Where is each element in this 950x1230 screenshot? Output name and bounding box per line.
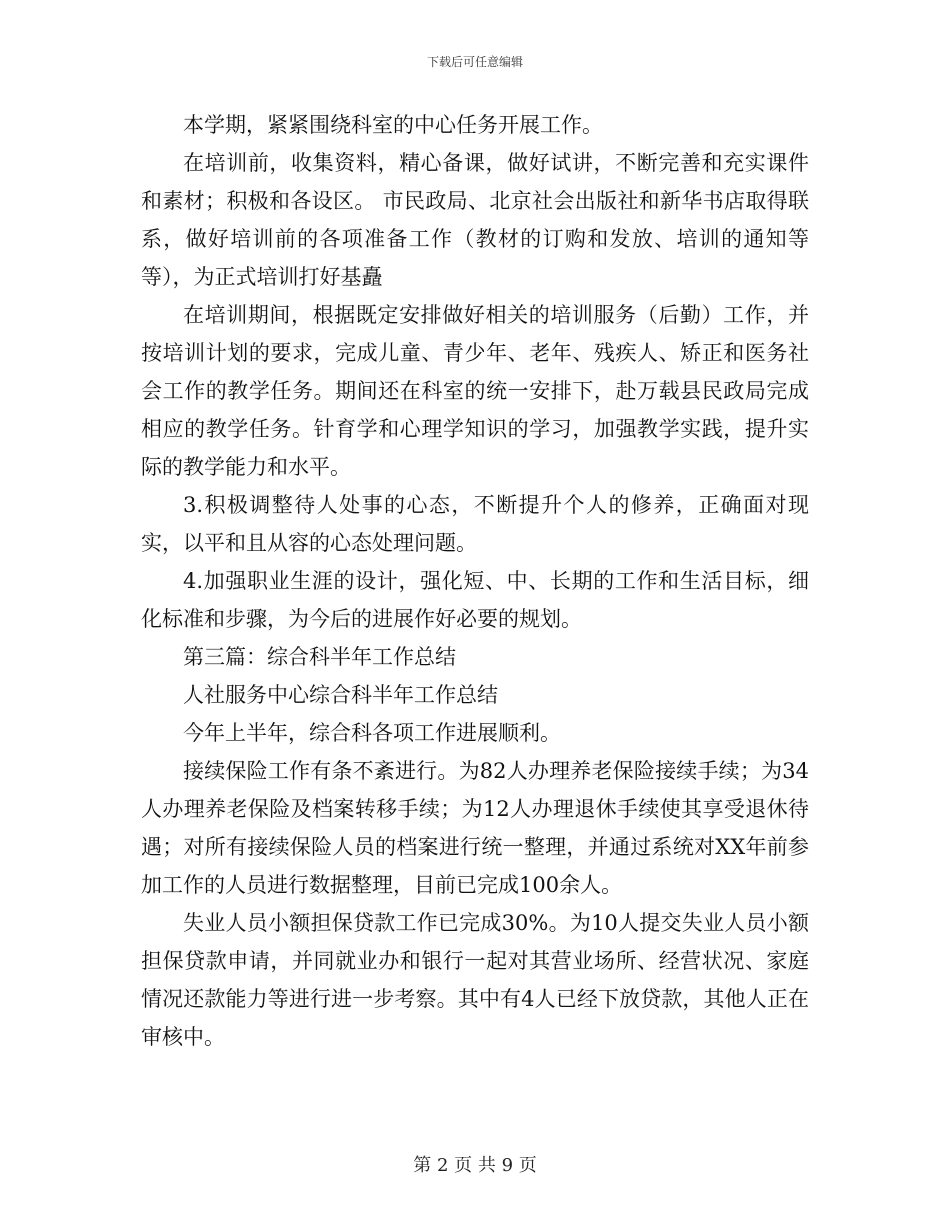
page-header: 下载后可任意编辑 — [426, 55, 523, 69]
section-heading: 第三篇：综合科半年工作总结 — [183, 645, 456, 669]
paragraph: 失业人员小额担保贷款工作已完成30%。为10人提交失业人员小额担保贷款申请，并同就业办和银行一起对其营业场所、经营状况、家庭情况还款能力等进行进一步考察。其中有4人已经下放贷款，其他人正在审核中。 — [141, 911, 809, 1049]
paragraph: 今年上半年，综合科各项工作进展顺利。 — [183, 721, 561, 745]
page-number: 第 2 页 共 9 页 — [413, 1155, 537, 1176]
paragraph: 接续保险工作有条不紊进行。为82人办理养老保险接续手续；为34人办理养老保险及档案转移手续；为12人办理退休手续使其享受退休待遇；对所有接续保险人员的档案进行统一整理，并通过系统对XX年前参加工作的人员进行数据整理，目前已完成100余人。 — [141, 759, 809, 897]
paragraph: 3.积极调整待人处事的心态，不断提升个人的修养，正确面对现实，以平和且从容的心态处理问题。 — [141, 493, 809, 555]
paragraph: 在培训期间，根据既定安排做好相关的培训服务（后勤）工作，并按培训计划的要求，完成儿童、青少年、老年、残疾人、矫正和医务社会工作的教学任务。期间还在科室的统一安排下，赴万载县民政局完成相应的教学任务。针育学和心理学知识的学习，加强教学实践，提升实际的教学能力和水平。 — [141, 303, 809, 479]
paragraph: 4.加强职业生涯的设计，强化短、中、长期的工作和生活目标，细化标准和步骤，为今后的进展作好必要的规划。 — [141, 569, 809, 631]
document-title: 人社服务中心综合科半年工作总结 — [183, 683, 498, 707]
document-body — [141, 106, 809, 1056]
paragraph: 本学期，紧紧围绕科室的中心任务开展工作。 — [183, 113, 603, 137]
paragraph: 在培训前，收集资料，精心备课，做好试讲，不断完善和充实课件和素材；积极和各设区。 市民政局、北京社会出版社和新华书店取得联系，做好培训前的各项准备工作（教材的订购和发放、培训的通知等等），为正式培训打好基矗 — [141, 151, 809, 289]
